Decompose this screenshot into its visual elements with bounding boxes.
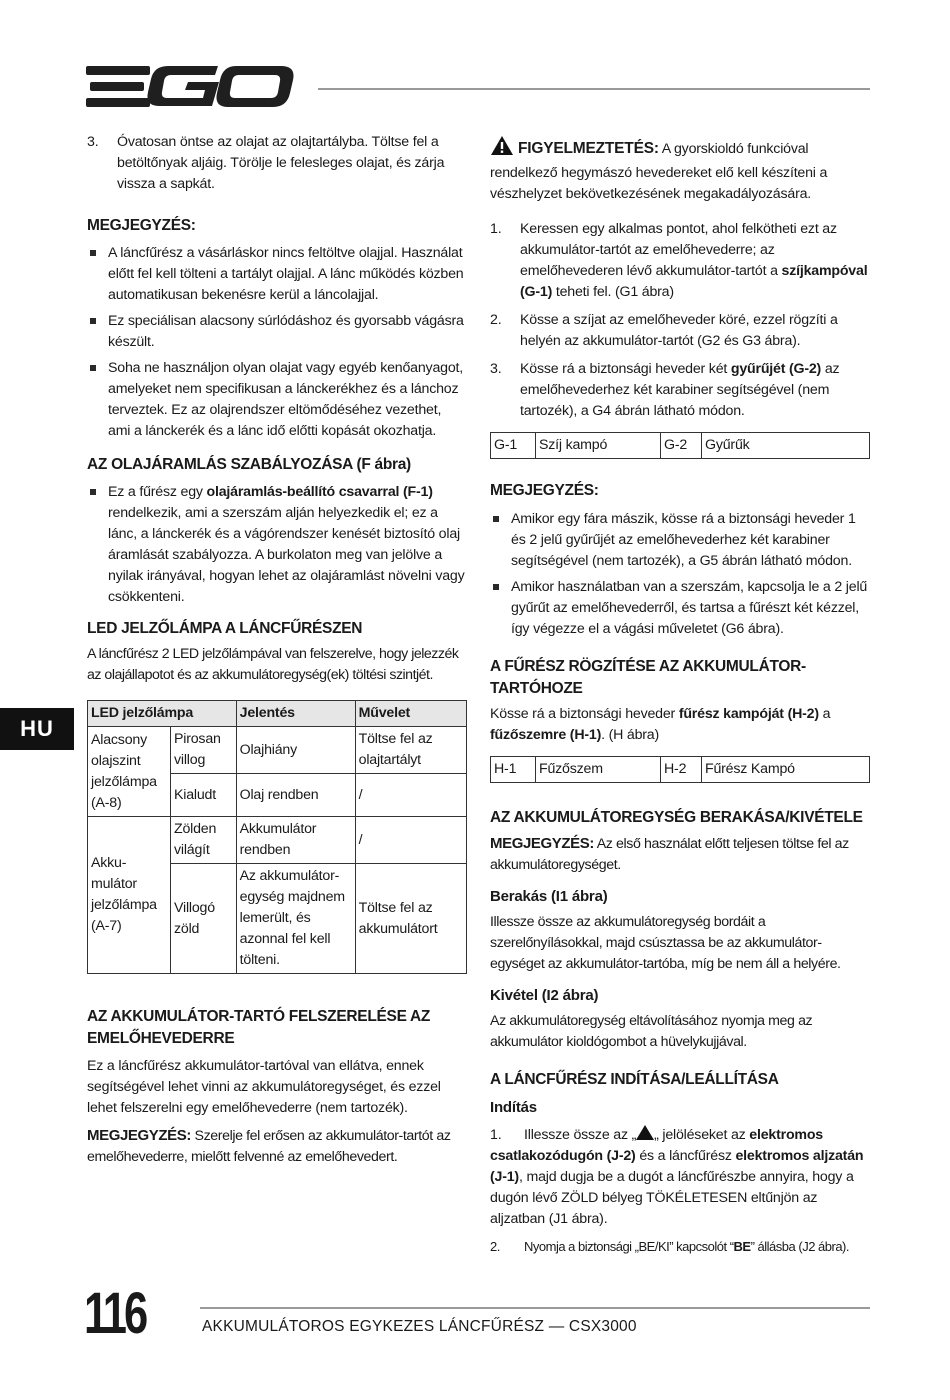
led-table <box>87 700 467 974</box>
table-row: Villogó zöld Az akkumulátor-egység majdnem lemerült, és azonnal fel kell tölteni. Töltse fel az akkumulátort <box>88 864 467 974</box>
right-column <box>490 132 870 1257</box>
table-row: Alacsony olajszint jelzőlámpa (A-8) Pirosan villog Olajhiány Töltse fel az olajtartályt <box>88 727 467 774</box>
table-header: LED jelzőlámpa Jelentés Művelet <box>88 701 467 727</box>
step-3 <box>87 132 467 195</box>
start-subheading: Indítás <box>490 1099 537 1116</box>
bullet-icon <box>90 250 96 256</box>
warning: FIGYELMEZTETÉS: A gyorskioldó funkcióval rendelkező hegymászó hevedereket elő kell készíteni a vészhelyzet bekövetkezésének megakadályozására. <box>490 135 870 205</box>
battery-note: MEGJEGYZÉS: Az első használat előtt teljesen töltse fel az akkumulátoregységet. <box>490 835 849 873</box>
insert-heading: Berakás (I1 ábra) <box>490 888 608 905</box>
page-number: 116 <box>84 1281 146 1346</box>
oil-flow-item: Ez a fűrész egy olajáramlás-beállító csavarral (F-1) rendelkezik, ami a szerszám alján helyezkedik el; ez a lánc, a lánckerék és a vágórendszer kenését biztosító olaj áramlását szabályozza. A burkolaton meg van jelölve a nyilak irányával, hogyan lehet az olajáramlást növelni vagy csökkenteni. <box>87 482 467 608</box>
table-row: G-1 Szíj kampó G-2 Gyűrűk <box>491 433 870 459</box>
ego-logo <box>86 62 298 117</box>
note-item: Soha ne használjon olyan olajat vagy egyéb kenőanyagot, amelyeket nem specifikusan a lánckerékhez és a lánchoz terveztek. Ez az olajrendszer eltömődéséhez vezethet, ami a lánckerék és a lánc idő előtti kopását okozhatja. <box>87 358 467 442</box>
bullet-icon <box>90 489 96 495</box>
note-heading: MEGJEGYZÉS: <box>490 482 599 499</box>
remove-heading: Kivétel (I2 ábra) <box>490 987 599 1004</box>
note-item: Amikor használatban van a szerszám, kapcsolja le a 2 jelű gyűrűt az emelőhevederről, és tartsa a fűrészt két kézzel, így végezze el a vágási műveletet (G6 ábra). <box>490 577 870 640</box>
insert-text: Illessze össze az akkumulátoregység bordáit a szerelőnyílásokkal, majd csúsztassa be az akkumulátor-egységet az akkumulátor-tartóba, míg be nem áll a helyére. <box>490 914 841 972</box>
table-row: H-1 Fűzőszem H-2 Fűrész Kampó <box>491 757 870 783</box>
oil-flow-heading: AZ OLAJÁRAMLÁS SZABÁLYOZÁSA (F ábra) <box>87 456 411 473</box>
warning-icon <box>490 135 514 163</box>
holder-text: Ez a láncfűrész akkumulátor-tartóval van ellátva, ennek segítségével lehet vinni az akkumulátoregységet, és ezzel lehet felszerelni egy emelőhevederre (nem tartozék). <box>87 1058 441 1116</box>
footer-rule <box>200 1307 870 1309</box>
holder-heading: AZ AKKUMULÁTOR-TARTÓ FELSZERELÉSE AZ EMELŐHEVEDERRE <box>87 1008 431 1047</box>
bullet-icon <box>493 584 499 590</box>
saw-heading: A FŰRÉSZ RÖGZÍTÉSE AZ AKKUMULÁTOR-TARTÓHOZE <box>490 658 806 697</box>
footer-title: AKKUMULÁTOROS EGYKEZES LÁNCFŰRÉSZ — CSX3000 <box>202 1318 637 1335</box>
table-row: Akku-mulátor jelzőlámpa (A-7) Zölden világít Akkumulátor rendben / <box>88 817 467 864</box>
step-2: 2. Kösse a szíjat az emelőheveder köré, ezzel rögzíti a helyén az akkumulátor-tartót (G2 és G3 ábra). <box>490 312 838 349</box>
battery-heading: AZ AKKUMULÁTOREGYSÉG BERAKÁSA/KIVÉTELE <box>490 809 863 826</box>
bullet-icon <box>90 318 96 324</box>
note-item: Amikor egy fára mászik, kösse rá a biztonsági heveder 1 és 2 jelű gyűrűjét az emelőhevederhez két karabiner segítségével (nem tartozék), a G5 ábrán látható módon. <box>490 509 870 572</box>
step-text: Óvatosan öntse az olajat az olajtartályba. Töltse fel a betöltőnyak aljáig. Törölje le felesleges olajat, és zárja vissza a sapkát. <box>117 134 445 192</box>
note-item: Ez speciálisan alacsony súrlódáshoz és gyorsabb vágásra készült. <box>87 311 467 353</box>
saw-text: Kösse rá a biztonsági heveder fűrész kampóját (H-2) a fűzőszemre (H-1). (H ábra) <box>490 706 831 743</box>
triangle-icon <box>636 1125 654 1140</box>
start-step-2: 2. Nyomja a biztonsági „BE/KI” kapcsolót “BE” állásba (J2 ábra). <box>490 1239 849 1254</box>
g-parts-table <box>490 432 870 459</box>
start-heading: A LÁNCFŰRÉSZ INDÍTÁSA/LEÁLLÍTÁSA <box>490 1071 779 1088</box>
h-parts-table <box>490 756 870 783</box>
step-number: 3. <box>87 134 99 150</box>
bullet-icon <box>90 365 96 371</box>
left-column <box>87 132 467 1168</box>
led-heading: LED JELZŐLÁMPA A LÁNCFŰRÉSZEN <box>87 620 363 637</box>
step-3: 3. Kösse rá a biztonsági heveder két gyűrűjét (G-2) az emelőhevederhez két karabiner segítségével (nem tartozék), a G4 ábrán látható módon. <box>490 361 840 419</box>
note-heading: MEGJEGYZÉS: <box>87 217 196 234</box>
remove-text: Az akkumulátoregység eltávolításához nyomja meg az akkumulátor kioldógombot a hüvelykujjával. <box>490 1013 813 1050</box>
led-text: A láncfűrész 2 LED jelzőlámpával van felszerelve, hogy jelezzék az olajállapotot és az akkumulátoregység(ek) töltési szintjét. <box>87 646 459 683</box>
holder-note: MEGJEGYZÉS: Szerelje fel erősen az akkumulátor-tartót az emelőhevederre, mielőtt felvenné az emelőhevedert. <box>87 1127 451 1165</box>
table-row: Kialudt Olaj rendben / <box>88 774 467 817</box>
header-rule <box>318 88 870 90</box>
step-1: 1. Keressen egy alkalmas pontot, ahol felkötheti ezt az akkumulátor-tartót az emelőhevederre; az emelőhevederen lévő akkumulátor-tartót a szíjkampóval (G-1) teheti fel. (G1 ábra) <box>490 221 868 300</box>
note-item: A láncfűrész a vásárláskor nincs feltöltve olajjal. Használat előtt fel kell tölteni a tartályt olajjal. A lánc működés közben automatikusan bekenésre kerül a láncolajjal. <box>87 243 467 306</box>
steps-list <box>490 219 870 422</box>
bullet-icon <box>493 516 499 522</box>
language-tab: HU <box>0 708 74 750</box>
start-step-1: 1. Illessze össze az „ „ jelöléseket az elektromos csatlakozódugón (J-2) és a láncfűrész elektromos aljzatán (J-1), majd dugja be a dugót a láncfűrészbe annyira, hogy a dugón lévő ZÖLD bélyeg TÖKÉLETESEN eltűnjön az aljzatban (J1 ábra). <box>490 1127 864 1227</box>
